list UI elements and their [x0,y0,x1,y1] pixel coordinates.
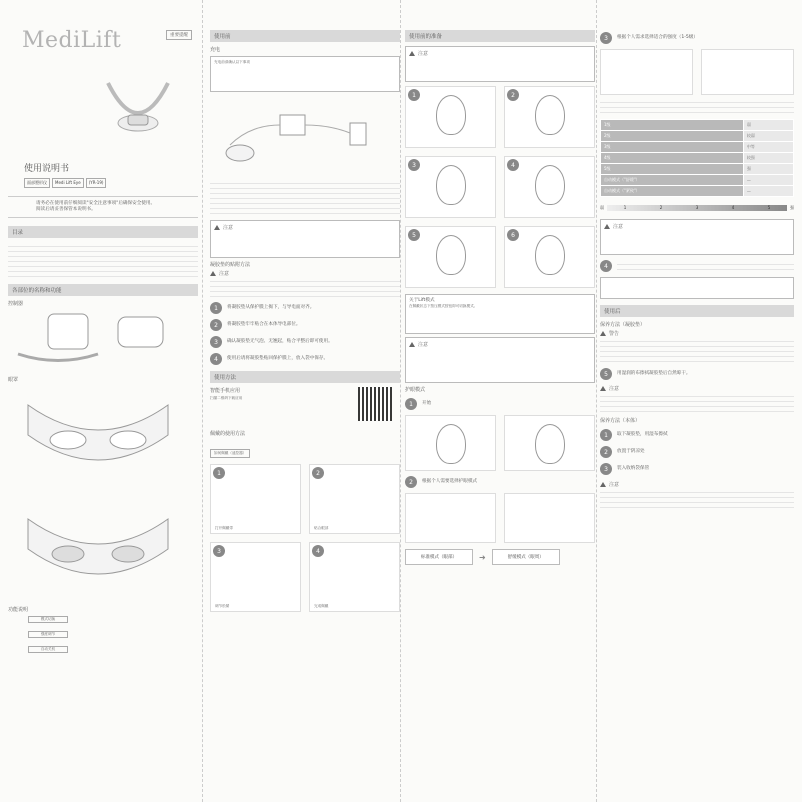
section-contents: 目录 [8,226,198,238]
fold-line [202,0,203,802]
charge-instructions [210,179,400,217]
caution-text [210,277,400,297]
section-usage: 使用方法 [210,371,400,383]
function-item: 模式切换 [28,616,68,623]
qr-code[interactable] [358,387,392,421]
column-cover [8,10,198,792]
wear-heading: 佩戴的使用方法 [210,431,246,437]
caution-label: 注意 [613,224,624,230]
function-item: 自动关机 [28,646,68,653]
store-step: 装入收纳袋保管 [617,466,650,471]
store-step: 放置于阴凉处 [617,449,645,454]
protect-step: 根据个人需要选择护眼模式 [422,479,478,484]
model-name: Medi Lift Eye [52,178,84,188]
wear-subheading: 如何佩戴（遥控器） [210,449,250,458]
brand-logo: MediLift [22,28,122,53]
column-after-use: 3 根据个人需求选择适合的强度（1-5级） 1级 弱 2级 较弱 3级 中等 4级 较强 5级 强 自动模式（"舒缓"） — 自动模式（"紧致"） — 弱 1 2 3 4 5 强 注意 4 使用后 保养方法（凝胶垫） 警告 5 用湿润的布擦拭凝胶垫后自然晾干。 注意 保养方法（本体） 1 取下凝胶垫，用湿布擦拭 2 放置于阴凉处 3 装入收纳袋保管 注意 [600,10,794,792]
contents-list [8,242,198,278]
protect-heading: 护眼模式 [405,387,426,393]
step-number: 3 [210,336,222,348]
function-item: 强度调节 [28,631,68,638]
caution-label: 注意 [219,271,230,277]
qr-label: 扫描二维码下载应用 [210,396,243,400]
gel-pad-heading: 凝胶垫的贴附方法 [210,262,251,268]
step-number: 1 [210,302,222,314]
scale-strong: 强 [790,205,794,210]
intro-line: 阅读后请妥善保管本说明书。 [36,207,96,212]
gel-step: 将凝胶垫从保护膜上揭下，与导电面对齐。 [227,305,315,310]
scale-weak: 弱 [600,205,604,210]
caution-label: 注意 [609,482,620,488]
store-step: 取下凝胶垫，用湿布擦拭 [617,432,668,437]
protect-step: 开始 [422,401,432,406]
memo-title: 关于Lift模式 [409,298,435,303]
eye-mask-back-diagram [8,499,188,599]
important-badge: 重要提醒 [166,30,192,40]
intensity-step: 根据个人需求选择适合的强度（1-5级） [617,35,699,40]
wear-step: 打开佩戴带 [215,526,233,530]
step-number: 2 [210,319,222,331]
function-heading: 功能说明 [8,607,29,613]
app-heading: 智能手机应用 [210,388,241,394]
section-before-use: 使用前 [210,30,400,42]
section-after-use: 使用后 [600,305,794,317]
parts-eye-heading: 眼罩 [8,377,19,383]
eye-mask-diagram [8,385,188,495]
fold-line [596,0,597,802]
device-illustration [98,73,178,143]
parts-controller-heading: 控制器 [8,301,24,307]
cleaning-step: 用湿润的布擦拭凝胶垫后自然晾干。 [617,371,691,376]
manual-title: 使用说明书 [24,164,70,174]
gel-step: 使用后请将凝胶垫贴回保护膜上，放入袋中保存。 [227,356,329,361]
caution-label: 注意 [223,225,234,231]
arrow-icon: ➜ [479,552,486,562]
gel-step: 将凝胶垫牢牢贴合在本体导电部位。 [227,322,301,327]
charge-heading: 充电 [210,47,221,53]
store-heading: 保养方法（本体） [600,418,641,424]
charging-diagram [210,95,400,175]
mode-standard: 标准模式（眼部） [405,549,473,565]
memo-body: 在佩戴状态下按压模式按钮即可切换模式。 [409,304,478,308]
step-number: 4 [210,353,222,365]
intensity-scale: 1 2 3 4 5 [607,205,787,211]
caution-label: 注意 [609,386,620,392]
column-wearing: 使用前的准备 注意 1 2 3 4 5 6 关于Lift模式 在佩戴状态下按压模式按钮即可切换模式。 注意 护眼模式 1 开始 2 根据个人需要选择护眼模式 标准模式（眼部） ➜ 舒缓模式（眼周） [405,10,595,792]
wear-step: 完成佩戴 [314,604,329,608]
caution-label: 注意 [418,342,429,348]
storage-heading: 保养方法（凝胶垫） [600,322,646,328]
mode-soothing: 舒缓模式（眼周） [492,549,560,565]
warning-label: 警告 [609,331,620,337]
caution-label: 注意 [418,51,429,57]
column-preparation: 使用前 充电 充电前请确认以下事项 注意 凝胶垫的贴附方法 注意 1 将凝胶垫从保护膜上揭下，与导电面对齐。 2 将凝胶垫牢牢贴合在本体导电部位。 3 确认凝胶垫无气泡、无翘起，贴合平整后即可使用。 4 使用后请将凝胶垫贴回保护膜上，放入袋中保存。 使用方法 智能手机应用 扫描二维码下载应用 佩戴的使用方法 如何佩戴（遥控器） 1 打开佩戴带 2 贴合眼部 3 调节松紧 4 完成佩戴 [210,10,400,792]
controller-diagram [8,309,188,369]
model-code: (YR-19) [86,178,107,188]
section-prep: 使用前的准备 [405,30,595,42]
fold-line [400,0,401,802]
wear-step: 贴合眼部 [314,526,329,530]
intro-line: 请务必在使用前仔细阅读"安全注意事项"后确保安全使用。 [36,201,156,206]
section-parts: 各部位的名称和功能 [8,284,198,296]
intensity-notes [600,98,794,116]
intensity-table: 1级 弱 2级 较弱 3级 中等 4级 较强 5级 强 自动模式（"舒缓"） — 自动模式（"紧致"） — [600,119,794,197]
gel-step: 确认凝胶垫无气泡、无翘起，贴合平整后即可使用。 [227,339,333,344]
wear-step: 调节松紧 [215,604,230,608]
charge-note: 充电前请确认以下事项 [214,60,250,64]
model-label: 面部塑形仪 [24,178,50,188]
